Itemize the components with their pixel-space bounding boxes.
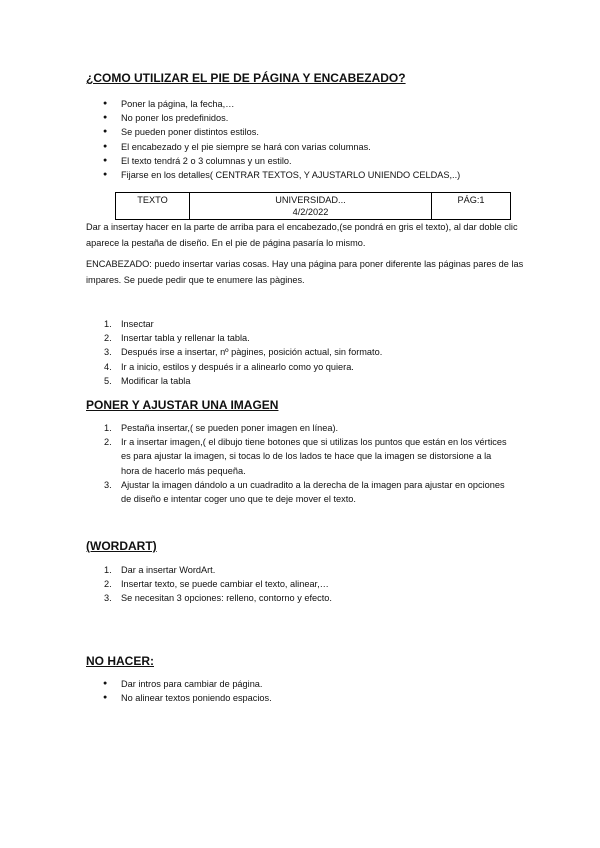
section-heading-header-footer: ¿COMO UTILIZAR EL PIE DE PÁGINA Y ENCABEZADO? (86, 71, 406, 85)
header-options-paragraph: ENCABEZADO: puedo insertar varias cosas. Hay una página para poner diferente las páginas pares de las impares. Se puede pedir que te enumere las pàgines. (86, 259, 524, 285)
wordart-steps-list (86, 563, 332, 606)
section-heading-wordart: (WORDART) (86, 539, 157, 553)
table-cell-page: PÁG:1 (432, 193, 511, 220)
list-item: 5. Modificar la tabla (104, 375, 191, 386)
list-item: 1. Dar a insertar WordArt. (104, 565, 216, 575)
list-item: 3. Ajustar la imagen dándolo a un cuadradito a la derecha de la imagen para ajustar en opciones de diseño e intentar coger uno que te deje mover el texto. (104, 479, 505, 505)
list-item: 1. Pestaña insertar,( se pueden poner imagen en línea). (104, 423, 339, 433)
list-item: 2. Ir a insertar imagen,( el dibujo tiene botones que si utilizas los puntos que están en los vértices es para ajustar la imagen, si tocas lo de los lados te hace que la imagen se distorsione a la hora de hacerlo más pequeña. (104, 437, 507, 476)
list-item: ● El texto tendrá 2 o 3 columnas y un estilo. (86, 154, 460, 168)
list-item: ● Se pueden poner distintos estilos. (86, 125, 460, 139)
section-heading-image: PONER Y AJUSTAR UNA IMAGEN (86, 398, 279, 412)
list-item: ● No poner los predefinidos. (86, 111, 460, 125)
list-item: ● Dar intros para cambiar de página. (86, 677, 272, 691)
list-item: ● No alinear textos poniendo espacios. (86, 691, 272, 705)
list-item: 1. Insectar (104, 319, 154, 329)
image-steps-list (86, 421, 511, 506)
table-cell-text: TEXTO (116, 193, 190, 220)
list-item: 3. Se necesitan 3 opciones: relleno, contorno y efecto. (104, 593, 332, 604)
list-item: ● Poner la página, la fecha,… (86, 97, 460, 111)
list-item: ● Fijarse en los detalles( CENTRAR TEXTOS, Y AJUSTARLO UNIENDO CELDAS,..) (86, 168, 460, 182)
header-footer-tips-list (86, 97, 460, 182)
table-cell-university (190, 193, 432, 220)
list-item: 2. Insertar texto, se puede cambiar el texto, alinear,… (104, 579, 329, 590)
header-example-table (115, 192, 511, 220)
list-item: 2. Insertar tabla y rellenar la tabla. (104, 333, 250, 344)
date-label: 4/2/2022 (292, 207, 329, 217)
list-item: ● El encabezado y el pie siempre se hará con varias columnas. (86, 140, 460, 154)
section-heading-dont: NO HACER: (86, 654, 154, 668)
table-row (116, 193, 511, 220)
list-item: 4. Ir a inicio, estilos y después ir a alinearlo como yo quiera. (104, 361, 354, 372)
dont-list (86, 677, 272, 705)
university-label: UNIVERSIDAD... (275, 195, 346, 205)
insert-header-paragraph: Dar a insertay hacer en la parte de arriba para el encabezado,(se pondrá en gris el texto), al dar doble clic aparece la pestaña de diseño. En el pie de página pasaría lo mismo. (86, 222, 518, 248)
header-steps-list (86, 317, 382, 388)
list-item: 3. Después irse a insertar, nº pàgines, posición actual, sin formato. (104, 347, 383, 358)
